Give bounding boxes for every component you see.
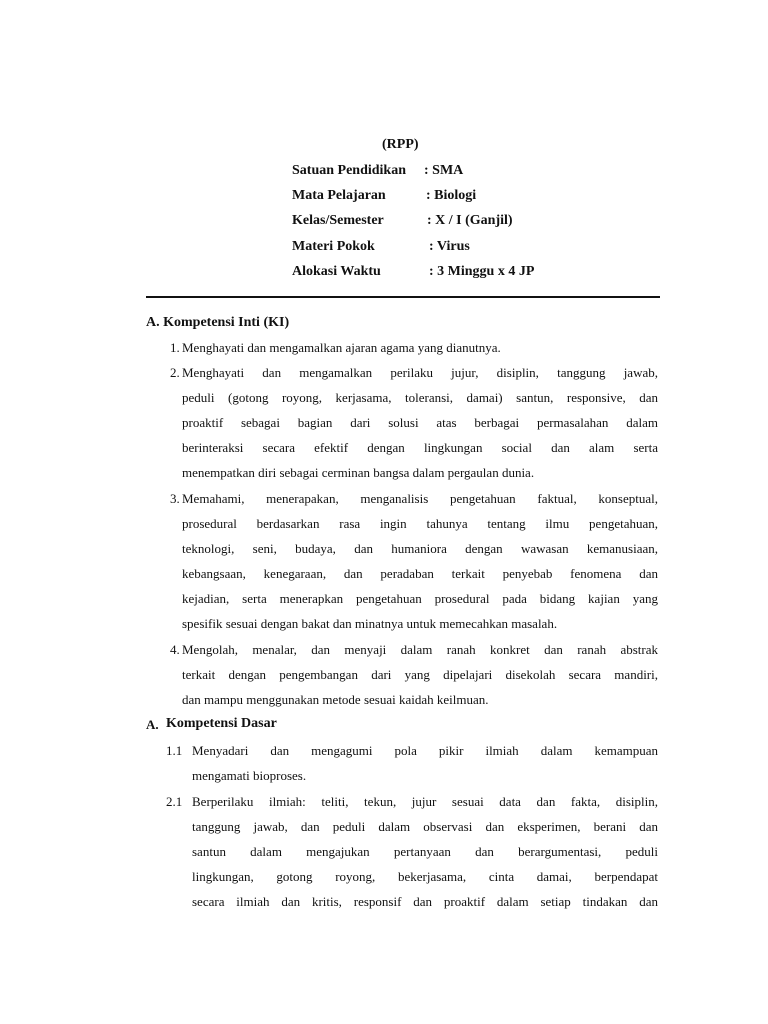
kd-heading: Kompetensi Dasar: [166, 716, 277, 731]
value-materi-pokok: : Virus: [429, 239, 470, 254]
ki-item-3-line: kejadian, serta menerapkan pengetahuan prosedural pada bidang kajian yang: [182, 591, 658, 606]
ki-item-2-line: proaktif sebagai bagian dari solusi atas berbagai permasalahan dalam: [182, 415, 658, 430]
ki-item-number: 1.: [170, 340, 180, 355]
ki-item-1-line: Menghayati dan mengamalkan ajaran agama yang dianutnya.: [182, 340, 501, 355]
value-satuan-pendidikan: : SMA: [424, 163, 464, 178]
value-mata-pelajaran: : Biologi: [426, 188, 477, 203]
ki-item-number: 3.: [170, 491, 180, 506]
ki-item-3-line: spesifik sesuai dengan bakat dan minatnya untuk memecahkan masalah.: [182, 616, 558, 631]
label-kelas-semester: Kelas/Semester: [292, 213, 384, 228]
label-alokasi-waktu: Alokasi Waktu: [292, 264, 381, 279]
value-alokasi-waktu: : 3 Minggu x 4 JP: [429, 264, 535, 279]
ki-item-3-line: prosedural berdasarkan rasa ingin tahunya tentang ilmu pengetahuan,: [182, 516, 658, 531]
kd-item-2-1-line: Berperilaku ilmiah: teliti, tekun, jujur sesuai data dan fakta, disiplin,: [192, 794, 658, 809]
ki-item-3-line: Memahami, menerapakan, menganalisis pengetahuan faktual, konseptual,: [182, 491, 658, 506]
kd-item-1-1-line: Menyadari dan mengagumi pola pikir ilmiah dalam kemampuan: [192, 743, 658, 758]
ki-heading: A. Kompetensi Inti (KI): [146, 315, 290, 330]
label-satuan-pendidikan: Satuan Pendidikan: [292, 163, 406, 178]
label-mata-pelajaran: Mata Pelajaran: [292, 188, 386, 203]
ki-item-number: 2.: [170, 365, 180, 380]
kd-item-number: 1.1: [166, 743, 183, 758]
kd-heading-letter: A.: [146, 717, 159, 732]
kd-item-2-1-line: tanggung jawab, dan peduli dalam observasi dan eksperimen, berani dan: [192, 819, 658, 834]
ki-item-4-line: terkait dengan pengembangan dari yang dipelajari disekolah secara mandiri,: [182, 667, 658, 682]
kd-item-1-1-line: mengamati bioproses.: [192, 768, 307, 783]
ki-item-number: 4.: [170, 642, 180, 657]
kd-item-number: 2.1: [166, 794, 183, 809]
ki-item-2-line: Menghayati dan mengamalkan perilaku jujur, disiplin, tanggung jawab,: [182, 365, 658, 380]
kd-item-2-1-line: lingkungan, gotong royong, bekerjasama, cinta damai, berpendapat: [192, 869, 658, 884]
label-materi-pokok: Materi Pokok: [292, 239, 375, 254]
kd-item-2-1-line: secara ilmiah dan kritis, responsif dan proaktif dalam setiap tindakan dan: [192, 894, 658, 909]
ki-item-2-line: menempatkan diri sebagai cerminan bangsa dalam pergaulan dunia.: [182, 465, 535, 480]
ki-item-3-line: teknologi, seni, budaya, dan humaniora dengan wawasan kemanusiaan,: [182, 541, 658, 556]
ki-item-3-line: kebangsaan, kenegaraan, dan peradaban terkait penyebab fenomena dan: [182, 566, 658, 581]
ki-item-4-line: dan mampu menggunakan metode sesuai kaidah keilmuan.: [182, 692, 489, 707]
ki-item-2-line: berinteraksi secara efektif dengan lingkungan social dan alam serta: [182, 440, 658, 455]
header-divider: [146, 296, 660, 298]
value-kelas-semester: : X / I (Ganjil): [427, 213, 513, 228]
ki-item-2-line: peduli (gotong royong, kerjasama, toleransi, damai) santun, responsive, dan: [182, 390, 658, 405]
ki-item-4-line: Mengolah, menalar, dan menyaji dalam ranah konkret dan ranah abstrak: [182, 642, 658, 657]
document-title: (RPP): [382, 137, 419, 152]
kd-item-2-1-line: santun dalam mengajukan pertanyaan dan berargumentasi, peduli: [192, 844, 658, 859]
